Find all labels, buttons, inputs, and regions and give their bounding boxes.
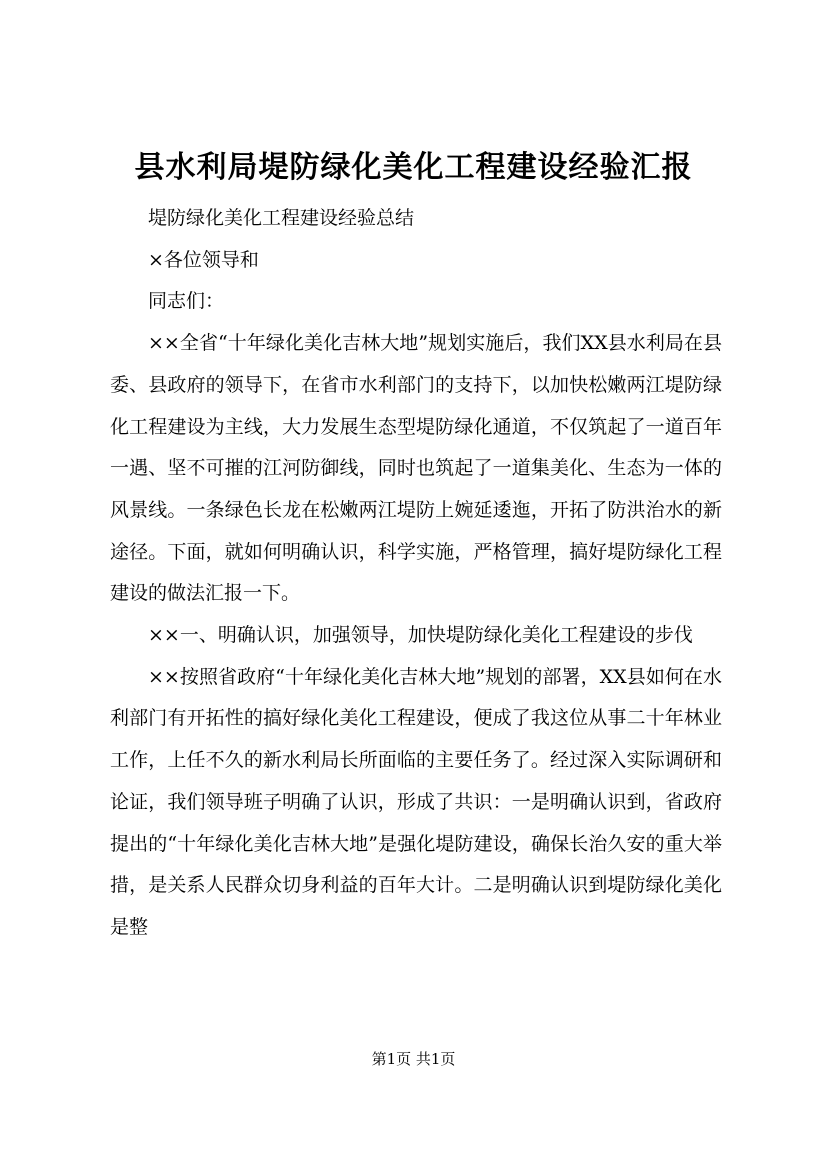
body-paragraph: ××按照省政府“十年绿化美化吉林大地”规划的部署，XX县如何在水利部门有开拓性的搞好绿化美化工程建设，便成了我这位从事二十年林业工作，上任不久的新水利局长所面临的主要任务了。经过深入实际调研和论证，我们领导班子明确了认识，形成了共识：一是明确认识到，省政府提出的“十年绿化美化吉林大地”是强化堤防建设，确保长治久安的重大举措，是关系人民群众切身利益的百年大计。二是明确认识到堤防绿化美化是整 [110,665,722,938]
body-paragraph: ××全省“十年绿化美化吉林大地”规划实施后，我们XX县水利局在县委、县政府的领导下，在省市水利部门的支持下，以加快松嫩两江堤防绿化工程建设为主线，大力发展生态型堤防绿化通道，不仅筑起了一道百年一遇、坚不可摧的江河防御线，同时也筑起了一道集美化、生态为一体的风景线。一条绿色长龙在松嫩两江堤防上婉延逶迤，开拓了防洪治水的新途径。下面，就如何明确认识，科学实施，严格管理，搞好堤防绿化工程建设的做法汇报一下。 [110,332,722,605]
document-title: 县水利局堤防绿化美化工程建设经验汇报 [134,150,693,185]
page-number-footer: 第1页 共1页 [371,1050,456,1068]
section-heading-paragraph: ××一、明确认识，加强领导，加快堤防绿化美化工程建设的步伐 [148,624,693,647]
salutation-paragraph: 同志们： [148,290,225,313]
document-body [110,198,722,949]
salutation-paragraph: ×各位领导和 [148,248,259,271]
subtitle-paragraph: 堤防绿化美化工程建设经验总结 [148,207,415,229]
